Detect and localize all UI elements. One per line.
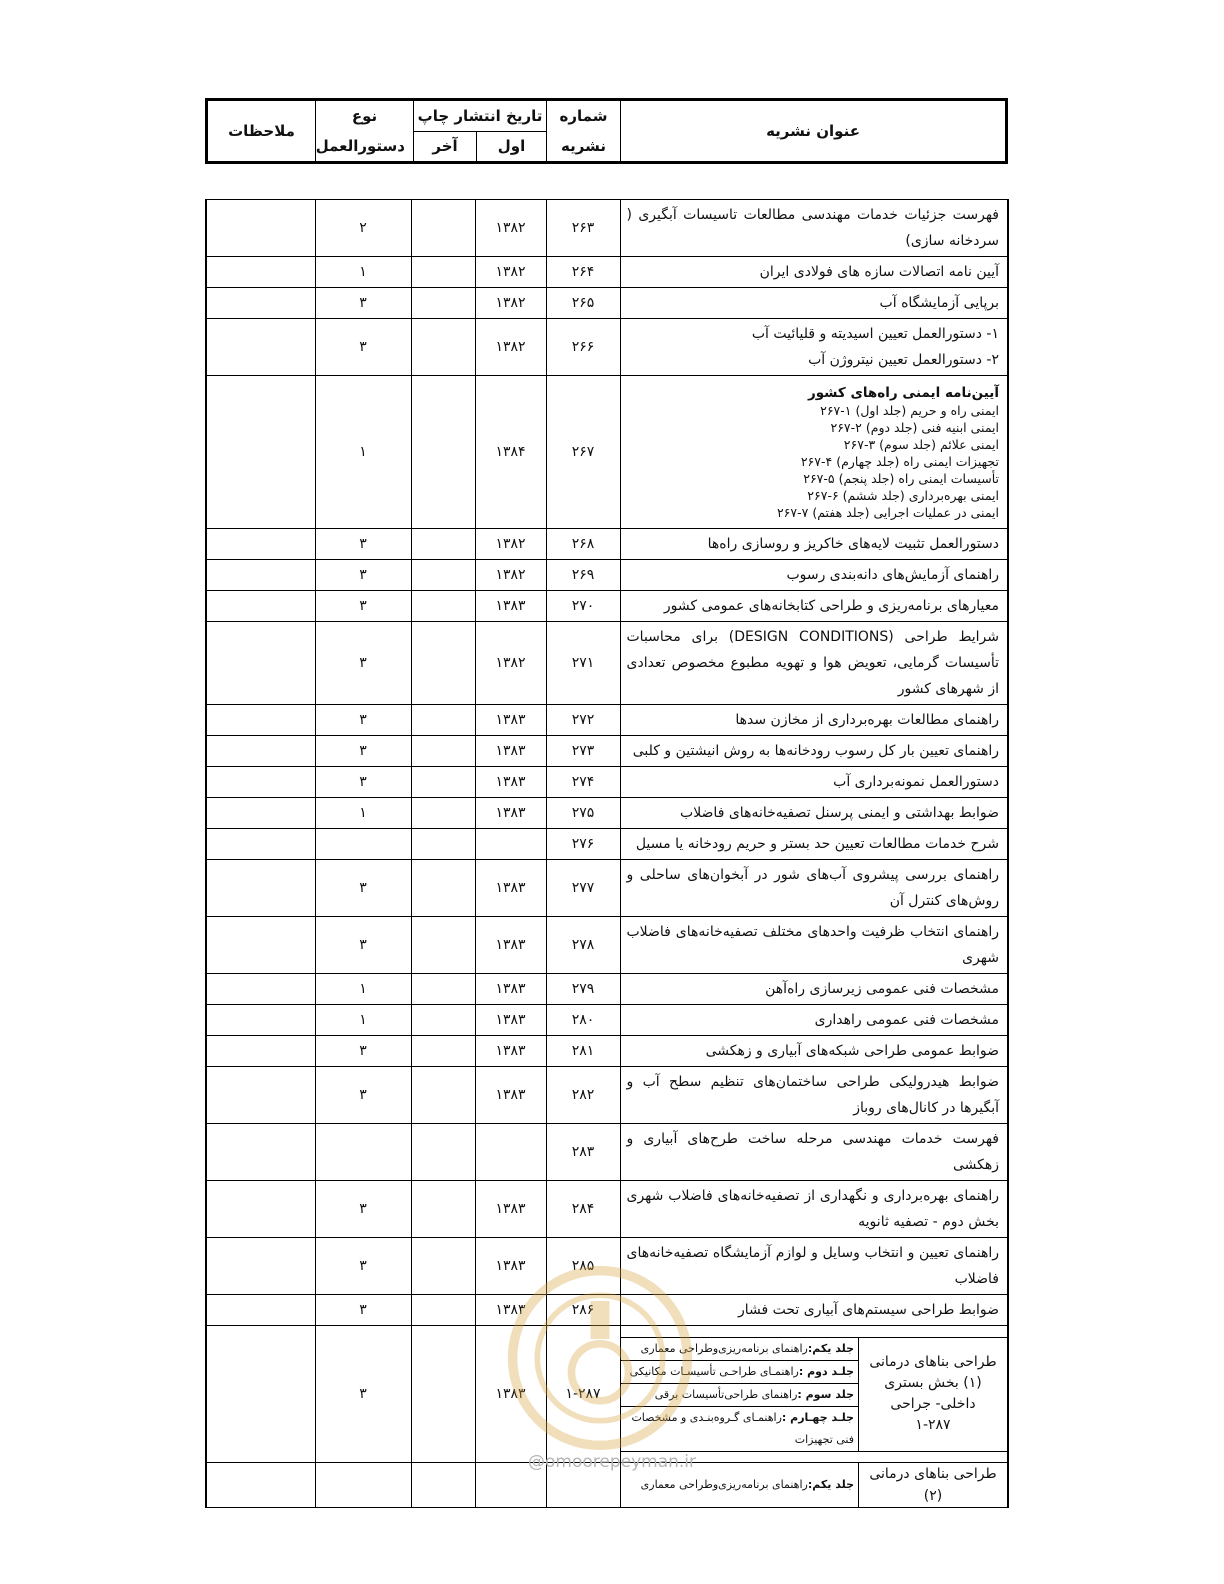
safety-volume-item: ایمنی ابنیه فنی (جلد دوم) ۲-۲۶۷ xyxy=(830,419,999,435)
table-row xyxy=(206,319,1008,376)
row-number: ۲۶۶ xyxy=(546,319,620,376)
row-title xyxy=(620,376,1008,529)
table-row xyxy=(206,860,1008,917)
row-last-date xyxy=(411,376,475,529)
table-row xyxy=(206,1181,1008,1238)
row-number: ۲۷۱ xyxy=(546,622,620,705)
row-remarks xyxy=(206,1005,315,1036)
row-remarks xyxy=(206,376,315,529)
row-first-date: ۱۳۸۲ xyxy=(475,319,546,376)
row-first-date: ۱۳۸۳ xyxy=(475,1181,546,1238)
row-number: ۲۷۶ xyxy=(546,829,620,860)
row-title: راهنمای تعیین بار کل رسوب رودخانه‌ها به روش انیشتین و کلبی xyxy=(620,736,1008,767)
row-type: ۳ xyxy=(315,860,411,917)
row-type: ۱ xyxy=(315,1005,411,1036)
row-first-date: ۱۳۸۲ xyxy=(475,257,546,288)
hospital-design-name: طراحی بناهای درمانی (۱) بخش بستری داخلی- جراحی xyxy=(869,1354,997,1412)
row-remarks xyxy=(206,705,315,736)
row-type: ۳ xyxy=(315,529,411,560)
safety-volume-item: ایمنی علائم (جلد سوم) ۳-۲۶۷ xyxy=(843,436,999,452)
row-type: ۳ xyxy=(315,1295,411,1326)
row-first-date: ۱۳۸۳ xyxy=(475,974,546,1005)
row-type: ۳ xyxy=(315,591,411,622)
hospital-design-title xyxy=(859,1337,1008,1451)
row-type: ۳ xyxy=(315,288,411,319)
row-first-date: ۱۳۸۳ xyxy=(475,1238,546,1295)
row-last-date xyxy=(411,917,475,974)
row-remarks xyxy=(206,917,315,974)
table-row xyxy=(206,560,1008,591)
row-remarks xyxy=(206,767,315,798)
row-remarks xyxy=(206,560,315,591)
row-type xyxy=(315,1124,411,1181)
row-number: ۲۷۵ xyxy=(546,798,620,829)
row-title: دستورالعمل تثبیت لایه‌های خاکریز و روسازی راه‌ها xyxy=(620,529,1008,560)
row-first-date: ۱۳۸۳ xyxy=(475,860,546,917)
row-last-date xyxy=(411,1124,475,1181)
row-last-date xyxy=(411,1036,475,1067)
row-type: ۳ xyxy=(315,1067,411,1124)
volume-text: راهنمای طراحی‌تأسیسات برقی xyxy=(654,1387,798,1401)
row-number: ۱-۲۸۷ xyxy=(546,1326,620,1463)
header-first: اول xyxy=(477,131,547,163)
row-last-date xyxy=(411,1238,475,1295)
row-last-date xyxy=(411,1295,475,1326)
table-row xyxy=(206,974,1008,1005)
volume-label: جلـد دوم : xyxy=(798,1364,854,1378)
row-type: ۳ xyxy=(315,1181,411,1238)
table-row xyxy=(206,1124,1008,1181)
row-remarks xyxy=(206,1326,315,1463)
row-type xyxy=(315,829,411,860)
row-title: شرح خدمات مطالعات تعیین حد بستر و حریم رودخانه یا مسیل xyxy=(620,829,1008,860)
row-remarks xyxy=(206,288,315,319)
row-remarks xyxy=(206,200,315,257)
row-last-date xyxy=(411,736,475,767)
row-first-date xyxy=(475,1124,546,1181)
row-last-date xyxy=(411,200,475,257)
row-last-date xyxy=(411,529,475,560)
row-number: ۲۷۳ xyxy=(546,736,620,767)
safety-volume-item: ایمنی بهره‌برداری (جلد ششم) ۶-۲۶۷ xyxy=(807,487,999,503)
row-number: ۲۸۱ xyxy=(546,1036,620,1067)
row-type: ۳ xyxy=(315,1238,411,1295)
row-last-date xyxy=(411,1067,475,1124)
table-row xyxy=(206,591,1008,622)
table-row xyxy=(206,917,1008,974)
row-number: ۲۷۴ xyxy=(546,767,620,798)
row-last-date xyxy=(411,319,475,376)
table-row xyxy=(206,376,1008,529)
row-type: ۲ xyxy=(315,200,411,257)
row-last-date xyxy=(411,860,475,917)
row-remarks xyxy=(206,974,315,1005)
row-first-date: ۱۳۸۳ xyxy=(475,705,546,736)
row-remarks xyxy=(206,829,315,860)
hospital-design-2-title: طراحی بناهای درمانی (۲) xyxy=(859,1463,1008,1507)
row-title: ضوابط عمومی طراحی شبکه‌های آبیاری و زهکشی xyxy=(620,1036,1008,1067)
row-title: برپایی آزمایشگاه آب xyxy=(620,288,1008,319)
row-first-date: ۱۳۸۳ xyxy=(475,767,546,798)
volume-label: جلد سوم : xyxy=(797,1387,854,1401)
volume-text: راهنمـای گـروه‌بنـدی و مشخصات فنی تجهیزات xyxy=(631,1410,854,1446)
row-first-date: ۱۳۸۳ xyxy=(475,1326,546,1463)
table-row xyxy=(206,705,1008,736)
row-title: ضوابط بهداشتی و ایمنی پرسنل تصفیه‌خانه‌های فاضلاب xyxy=(620,798,1008,829)
row-number: ۲۶۵ xyxy=(546,288,620,319)
header-table xyxy=(205,98,1008,164)
safety-volume-item: ایمنی در عملیات اجرایی (جلد هفتم) ۷-۲۶۷ xyxy=(776,504,999,520)
row-number: ۲۷۲ xyxy=(546,705,620,736)
table-row xyxy=(206,288,1008,319)
safety-code-heading: آیین‌نامه ایمنی راه‌های کشور xyxy=(807,384,999,401)
row-title: راهنمای آزمایش‌های دانه‌بندی رسوب xyxy=(620,560,1008,591)
row-remarks xyxy=(206,529,315,560)
row-title: شرایط طراحی (DESIGN CONDITIONS) برای محاسبات تأسیسات گرمایی، تعویض هوا و تهویه مطبوع مخصوص تعدادی از شهرهای کشور xyxy=(620,622,1008,705)
volume-text: راهنمای برنامه‌ریزی‌وطراحی معماری xyxy=(640,1478,808,1491)
volume-label: جلد یکم: xyxy=(807,1478,854,1491)
row-number: ۲۶۳ xyxy=(546,200,620,257)
row-number: ۲۸۶ xyxy=(546,1295,620,1326)
header-type: نوع دستورالعمل xyxy=(316,100,414,163)
row-last-date xyxy=(411,560,475,591)
row-remarks xyxy=(206,319,315,376)
row-type: ۱ xyxy=(315,974,411,1005)
row-type: ۳ xyxy=(315,705,411,736)
row-last-date xyxy=(411,1326,475,1463)
table-row xyxy=(206,829,1008,860)
row-first-date: ۱۳۸۳ xyxy=(475,1295,546,1326)
row-number: ۲۶۸ xyxy=(546,529,620,560)
row-first-date: ۱۳۸۳ xyxy=(475,736,546,767)
safety-volume-item: تأسیسات ایمنی راه (جلد پنجم) ۵-۲۶۷ xyxy=(803,470,999,486)
volume-label: جلد یکم: xyxy=(807,1341,854,1355)
row-first-date: ۱۳۸۴ xyxy=(475,376,546,529)
row-type: ۳ xyxy=(315,917,411,974)
watermark-logo xyxy=(505,1263,695,1453)
table-row xyxy=(206,798,1008,829)
header-number: شماره نشریه xyxy=(547,100,621,163)
row-title: ضوابط هیدرولیکی طراحی ساختمان‌های تنظیم سطح آب و آبگیرها در کانال‌های روباز xyxy=(620,1067,1008,1124)
row-type: ۳ xyxy=(315,736,411,767)
row-remarks xyxy=(206,1067,315,1124)
table-row xyxy=(206,1036,1008,1067)
header-remarks: ملاحظات xyxy=(207,100,316,163)
row-remarks xyxy=(206,1036,315,1067)
row-title: فهرست خدمات مهندسی مرحله ساخت طرح‌های آبیاری و زهکشی xyxy=(620,1124,1008,1181)
row-last-date xyxy=(411,288,475,319)
header-title: عنوان نشریه xyxy=(621,100,1007,163)
row-last-date xyxy=(411,829,475,860)
row-title: مشخصات فنی عمومی راهداری xyxy=(620,1005,1008,1036)
row-last-date xyxy=(411,767,475,798)
row-remarks xyxy=(206,798,315,829)
row-title: ۱- دستورالعمل تعیین اسیدیته و قلیائیت آب ۲- دستورالعمل تعیین نیتروژن آب xyxy=(620,319,1008,376)
table-row xyxy=(206,622,1008,705)
row-number: ۲۸۴ xyxy=(546,1181,620,1238)
row-title: مشخصات فنی عمومی زیرسازی راه‌آهن xyxy=(620,974,1008,1005)
row-type: ۳ xyxy=(315,622,411,705)
safety-volume-item: تجهیزات ایمنی راه (جلد چهارم) ۴-۲۶۷ xyxy=(800,453,999,469)
row-remarks xyxy=(206,860,315,917)
row-number: ۲۷۸ xyxy=(546,917,620,974)
row-remarks xyxy=(206,1238,315,1295)
table-row xyxy=(206,529,1008,560)
row-first-date: ۱۳۸۳ xyxy=(475,1005,546,1036)
table-row xyxy=(206,200,1008,257)
row-title: آیین نامه اتصالات سازه های فولادی ایران xyxy=(620,257,1008,288)
row-type: ۱ xyxy=(315,257,411,288)
row-type: ۳ xyxy=(315,767,411,798)
row-title: فهرست جزئیات خدمات مهندسی مطالعات تاسیسات آبگیری ( سردخانه سازی) xyxy=(620,200,1008,257)
row-first-date: ۱۳۸۲ xyxy=(475,560,546,591)
row-first-date xyxy=(475,829,546,860)
row-title: راهنمای مطالعات بهره‌برداری از مخازن سدها xyxy=(620,705,1008,736)
row-title: راهنمای انتخاب ظرفیت واحدهای مختلف تصفیه‌خانه‌های فاضلاب شهری xyxy=(620,917,1008,974)
table-row xyxy=(206,767,1008,798)
row-last-date xyxy=(411,622,475,705)
row-title: راهنمای تعیین و انتخاب وسایل و لوازم آزمایشگاه تصفیه‌خانه‌های فاضلاب xyxy=(620,1238,1008,1295)
row-first-date: ۱۳۸۳ xyxy=(475,798,546,829)
row-first-date: ۱۳۸۲ xyxy=(475,529,546,560)
row-title: معیارهای برنامه‌ریزی و طراحی کتابخانه‌های عمومی کشور xyxy=(620,591,1008,622)
row-first-date: ۱۳۸۲ xyxy=(475,288,546,319)
row-number: ۲۷۷ xyxy=(546,860,620,917)
row-last-date xyxy=(411,1005,475,1036)
row-number: ۲۶۹ xyxy=(546,560,620,591)
row-type: ۳ xyxy=(315,560,411,591)
row-number: ۲۷۹ xyxy=(546,974,620,1005)
row-type: ۱ xyxy=(315,798,411,829)
row-first-date: ۱۳۸۳ xyxy=(475,917,546,974)
row-last-date xyxy=(411,1181,475,1238)
row-number: ۲۶۴ xyxy=(546,257,620,288)
row-remarks xyxy=(206,1181,315,1238)
footer-watermark: @omoorepeyman.ir xyxy=(527,1452,697,1472)
row-number: ۲۸۲ xyxy=(546,1067,620,1124)
row-remarks xyxy=(206,591,315,622)
row-remarks xyxy=(206,736,315,767)
row-last-date xyxy=(411,257,475,288)
row-type: ۳ xyxy=(315,1326,411,1463)
row-first-date: ۱۳۸۳ xyxy=(475,1036,546,1067)
header-last: آخر xyxy=(414,131,477,163)
row-type: ۱ xyxy=(315,376,411,529)
row-title: راهنمای بررسی پیشروی آب‌های شور در آبخوان‌های ساحلی و روش‌های کنترل آن xyxy=(620,860,1008,917)
row-title: دستورالعمل نمونه‌برداری آب xyxy=(620,767,1008,798)
volume-label: جلـد چهـارم : xyxy=(781,1410,854,1424)
row-number: ۲۷۰ xyxy=(546,591,620,622)
row-last-date xyxy=(411,705,475,736)
table-row xyxy=(206,736,1008,767)
row-number: ۲۸۵ xyxy=(546,1238,620,1295)
row-first-date: ۱۳۸۳ xyxy=(475,591,546,622)
row-first-date: ۱۳۸۲ xyxy=(475,622,546,705)
row-remarks xyxy=(206,622,315,705)
volume-text: راهنمـای طراحـی تأسیسـات مکانیکی xyxy=(629,1364,799,1378)
row-type: ۳ xyxy=(315,1036,411,1067)
header-publish-date: تاریخ انتشار چاپ xyxy=(414,100,547,132)
table-row xyxy=(206,257,1008,288)
row-title: ضوابط طراحی سیستم‌های آبیاری تحت فشار xyxy=(620,1295,1008,1326)
row-title: راهنمای بهره‌برداری و نگهداری از تصفیه‌خانه‌های فاضلاب شهری بخش دوم - تصفیه ثانویه xyxy=(620,1181,1008,1238)
row-remarks xyxy=(206,257,315,288)
table-row xyxy=(206,1005,1008,1036)
row-first-date: ۱۳۸۳ xyxy=(475,1067,546,1124)
row-type: ۳ xyxy=(315,319,411,376)
row-last-date xyxy=(411,591,475,622)
row-last-date xyxy=(411,798,475,829)
volume-text: راهنمای برنامه‌ریزی‌وطراحی معماری xyxy=(640,1341,808,1355)
table-row xyxy=(206,1067,1008,1124)
row-number: ۲۸۳ xyxy=(546,1124,620,1181)
row-number: ۲۶۷ xyxy=(546,376,620,529)
row-first-date: ۱۳۸۲ xyxy=(475,200,546,257)
row-remarks xyxy=(206,1295,315,1326)
hospital-design-code: ۱-۲۸۷ xyxy=(915,1417,951,1433)
row-last-date xyxy=(411,974,475,1005)
row-number: ۲۸۰ xyxy=(546,1005,620,1036)
row-remarks xyxy=(206,1124,315,1181)
safety-volume-item: ایمنی راه و حریم (جلد اول) ۱-۲۶۷ xyxy=(820,402,999,418)
